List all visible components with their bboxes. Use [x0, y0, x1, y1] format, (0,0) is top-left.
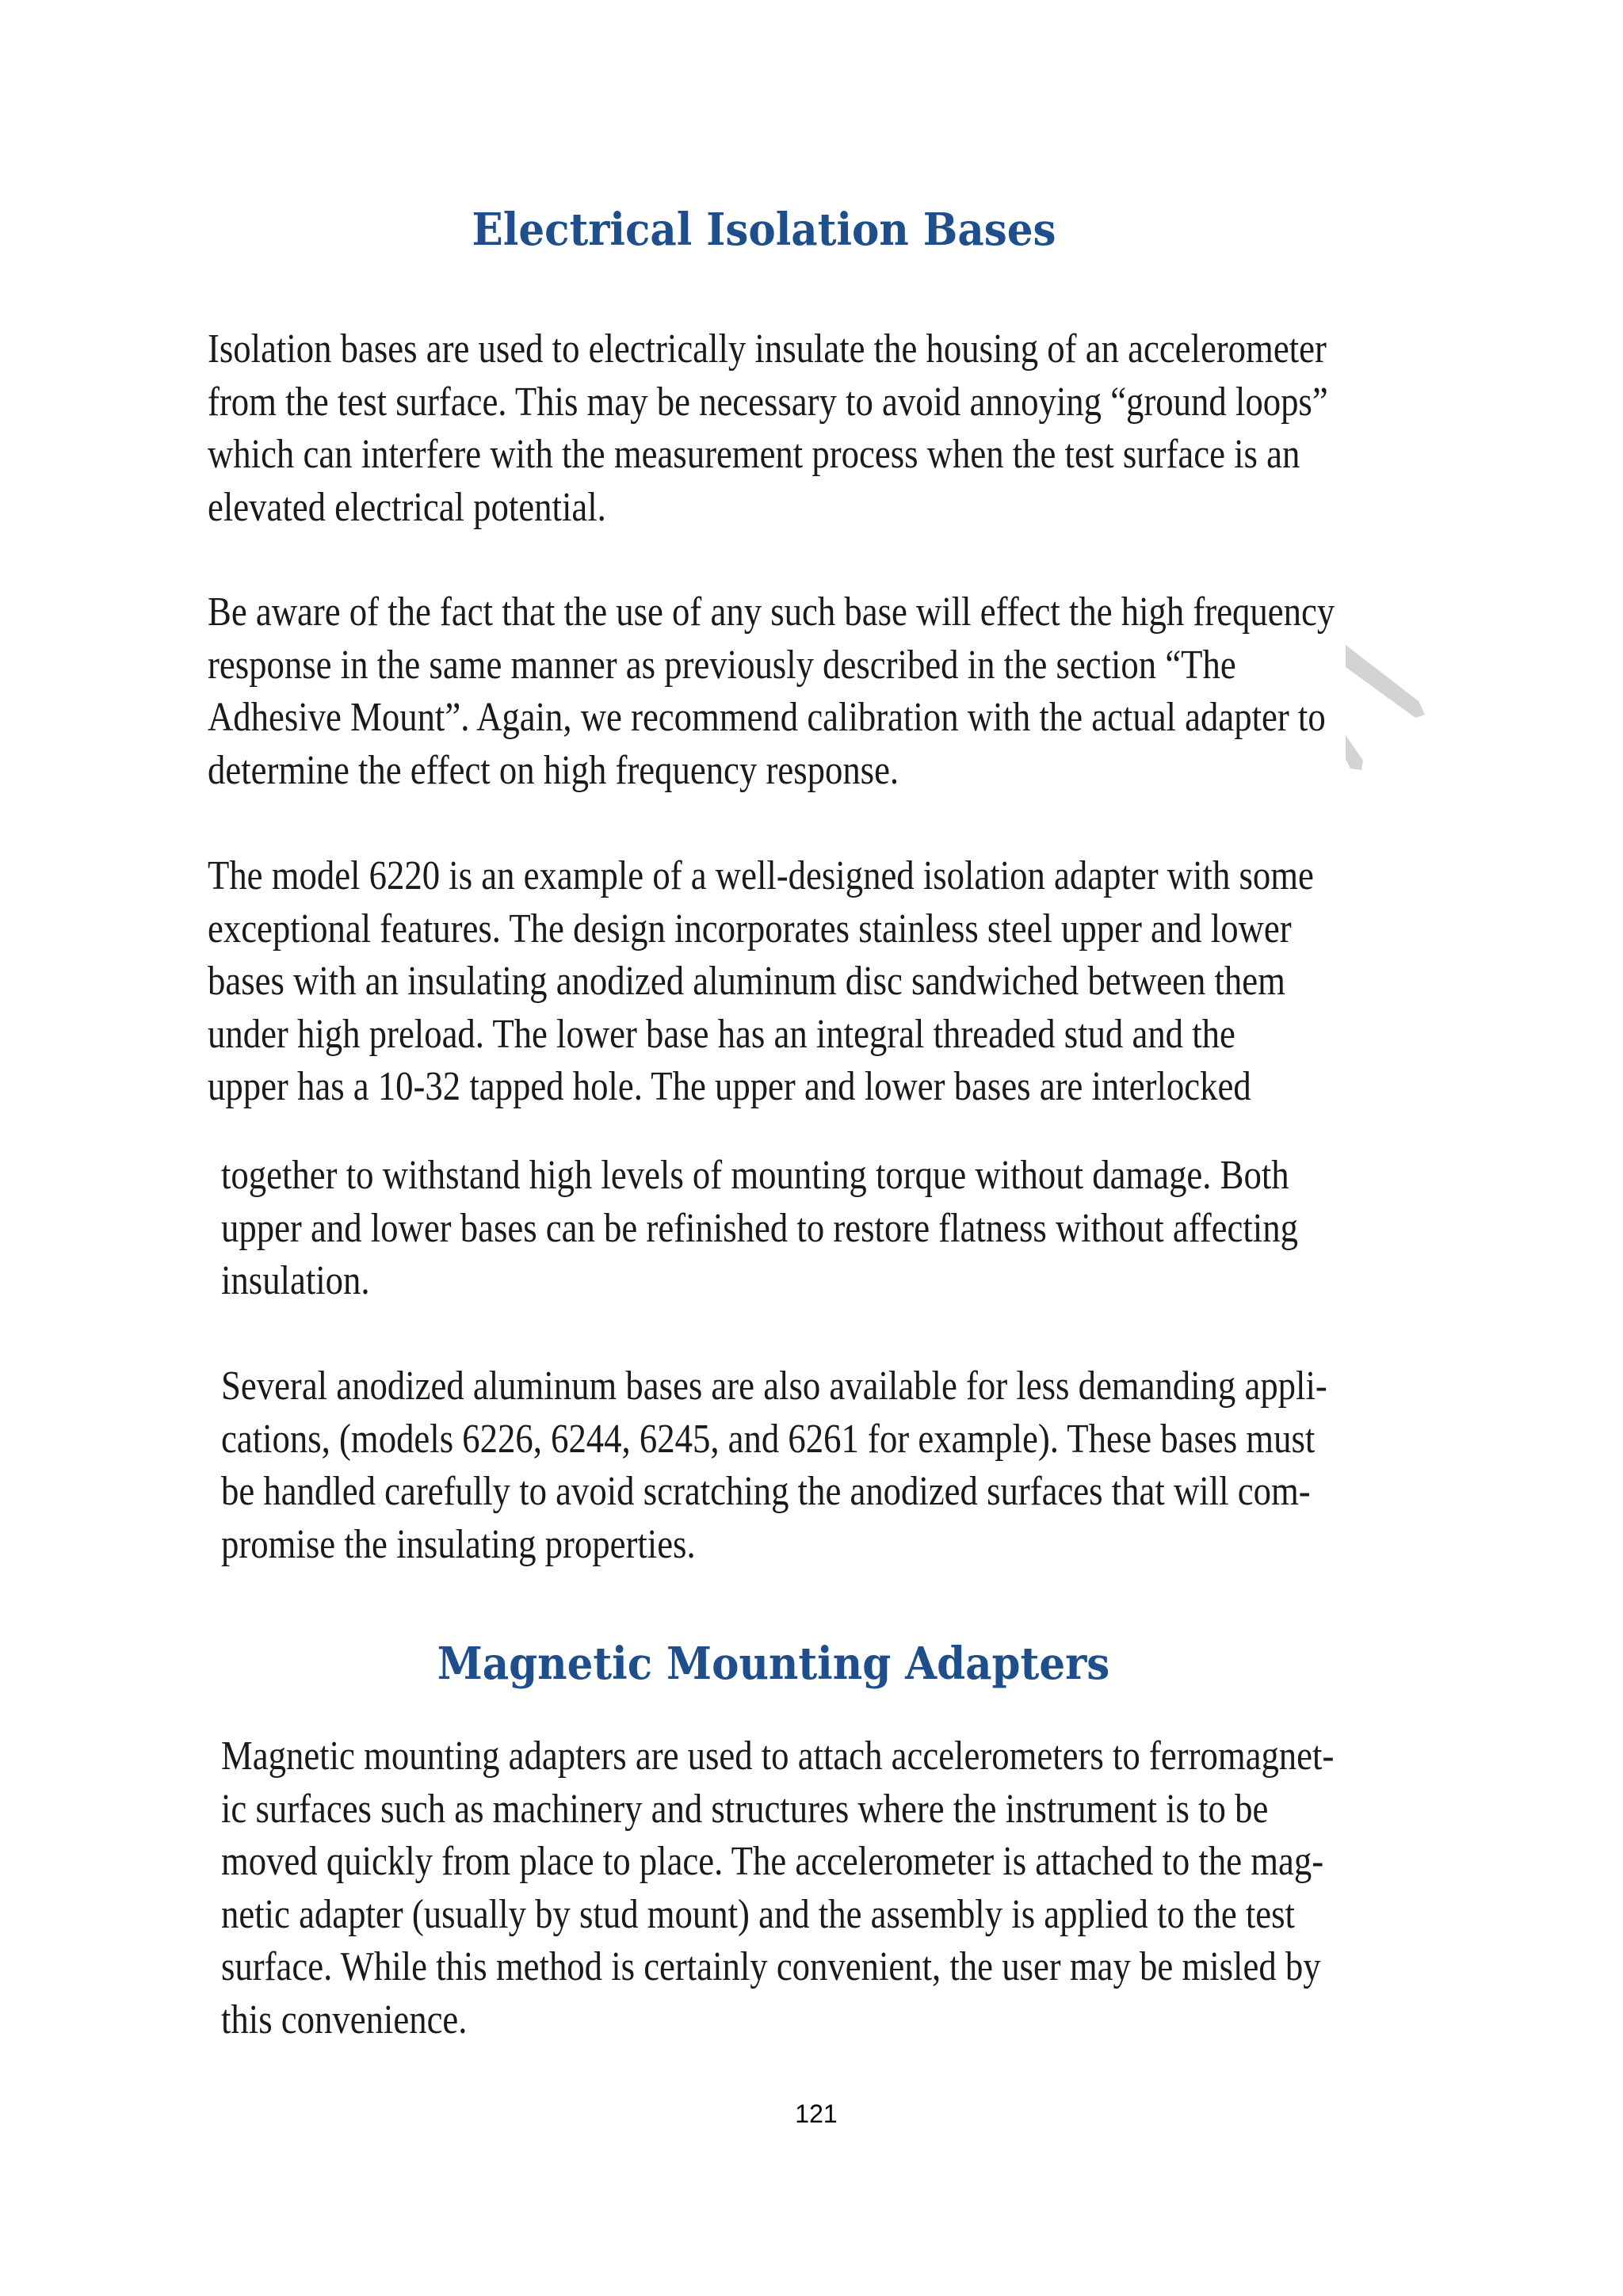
paragraph-high-frequency-effect	[208, 586, 1518, 797]
text-line: this convenience.	[221, 1997, 468, 2042]
paragraph-anodized-aluminum-bases	[221, 1360, 1507, 1571]
text-line: insulation.	[221, 1258, 370, 1303]
text-line: cations, (models 6226, 6244, 6245, and 6261 for example). These bases must	[221, 1416, 1316, 1462]
text-line: be handled carefully to avoid scratching the anodized surfaces that will com-	[221, 1469, 1311, 1514]
text-line: netic adapter (usually by stud mount) and the assembly is applied to the test	[221, 1891, 1295, 1937]
edge-mark-tail	[1346, 735, 1363, 770]
text-line: bases with an insulating anodized aluminum disc sandwiched between them	[208, 959, 1285, 1004]
text-line: Isolation bases are used to electrically insulate the housing of an accelerometer	[208, 326, 1327, 372]
section-title-electrical-isolation-bases: Electrical Isolation Bases	[472, 204, 1056, 256]
text-line: together to withstand high levels of mounting torque without damage. Both	[221, 1153, 1289, 1198]
text-line: ic surfaces such as machinery and structures where the instrument is to be	[221, 1786, 1269, 1832]
text-line: The model 6220 is an example of a well-designed isolation adapter with some	[208, 853, 1314, 898]
paragraph-model-6220	[208, 850, 1494, 1114]
page-number: 121	[795, 2100, 838, 2128]
text-line: surface. While this method is certainly convenient, the user may be misled by	[221, 1944, 1321, 1989]
text-line: exceptional features. The design incorporates stainless steel upper and lower	[208, 906, 1292, 952]
text-line: Be aware of the fact that the use of any such base will effect the high frequency	[208, 589, 1335, 635]
text-line: moved quickly from place to place. The accelerometer is attached to the mag-	[221, 1839, 1324, 1884]
text-line: Adhesive Mount”. Again, we recommend calibration with the actual adapter to	[208, 695, 1326, 740]
text-line: under high preload. The lower base has an integral threaded stud and the	[208, 1011, 1235, 1057]
paragraph-magnetic-adapters	[221, 1730, 1515, 2046]
text-line: determine the effect on high frequency response.	[208, 747, 899, 793]
text-line: upper and lower bases can be refinished to restore flatness without affecting	[221, 1205, 1298, 1251]
paragraph-isolation-bases-intro	[208, 323, 1510, 534]
text-line: elevated electrical potential.	[208, 484, 606, 530]
section-title-magnetic-mounting-adapters: Magnetic Mounting Adapters	[437, 1638, 1110, 1690]
text-line: Magnetic mounting adapters are used to attach accelerometers to ferromagnet-	[221, 1733, 1335, 1779]
paragraph-interlocked-bases	[221, 1150, 1473, 1308]
text-line: upper has a 10-32 tapped hole. The upper and lower bases are interlocked	[208, 1064, 1251, 1109]
scan-edge-mark-icon	[1339, 642, 1426, 776]
text-line: promise the insulating properties.	[221, 1521, 696, 1567]
text-line: Several anodized aluminum bases are also available for less demanding appli-	[221, 1363, 1327, 1409]
edge-mark-stroke	[1346, 645, 1425, 718]
text-line: response in the same manner as previously described in the section “The	[208, 642, 1236, 688]
text-line: which can interfere with the measurement process when the test surface is an	[208, 432, 1300, 477]
text-line: from the test surface. This may be necessary to avoid annoying “ground loops”	[208, 379, 1328, 425]
